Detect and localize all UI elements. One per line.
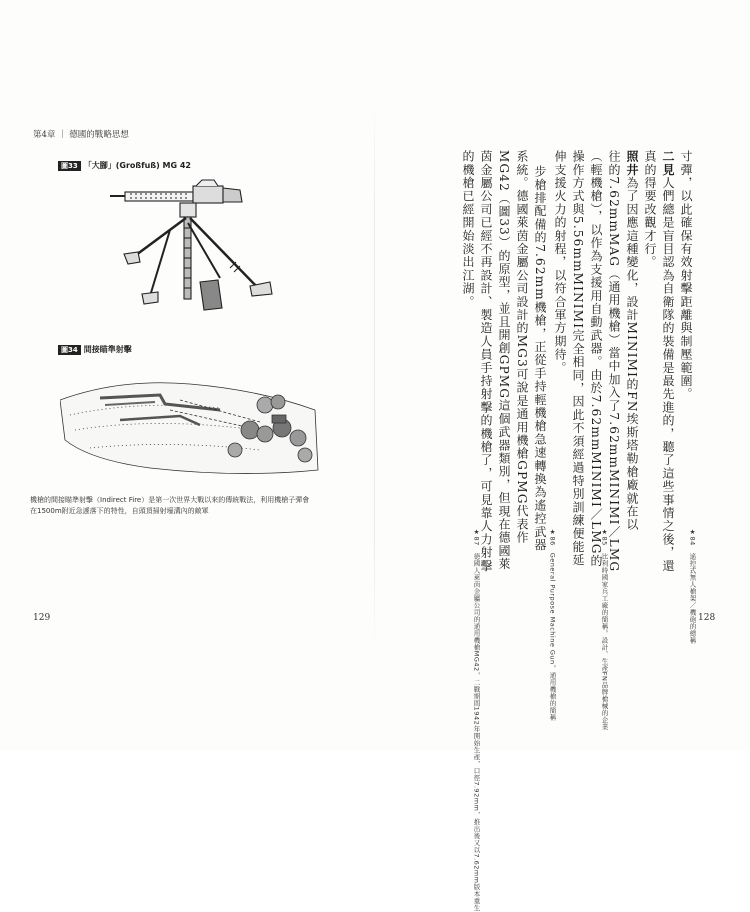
- caption-line: 在1500m附近急遽落下的特性，自頭頂掃射壕溝內的敵軍: [30, 507, 209, 515]
- mg42-illustration: [110, 178, 280, 323]
- speaker-label: 二見: [661, 150, 675, 177]
- text-column: [607, 150, 621, 572]
- column-text: 伸支援火力的射程，以符合軍方期待。: [553, 150, 567, 375]
- figure-34-description: [30, 495, 330, 517]
- column-text: 步槍排配備的7.62mm機槍，正從手持輕機槍急速轉換為遙控武器: [533, 165, 547, 552]
- text-column: [661, 150, 675, 572]
- text-column: [625, 150, 639, 531]
- caption-line: 機槍的間接瞄準射擊（Indirect Fire）是第一次世界大戰以來的傳統戰法，利用機槍子彈會: [30, 496, 310, 504]
- footnote: ★87 德國人萊茵金屬公司的通用機槍MG42，二戰期間1942年開始生產，口徑7.92mm，推出後又以7.62mm版本重生: [472, 528, 481, 912]
- figure-33-number: 圖33: [58, 161, 81, 171]
- text-column: [533, 165, 547, 552]
- machine-gun-drawing: [110, 178, 280, 323]
- column-text: 寸彈，以此確保有效射擊距離與制壓範圍。: [679, 150, 693, 401]
- text-column: [497, 150, 511, 571]
- running-head: 第4章 ｜ 德國的戰略思想: [33, 130, 129, 140]
- text-column: [679, 150, 693, 401]
- column-text: 操作方式與5.56mmMINIMI完全相同，因此不須經過特別訓練便能延: [571, 150, 585, 567]
- column-text: 系統。德國萊茵金屬公司設計的MG3可說是通用機槍GPMG代表作: [515, 150, 529, 545]
- column-text: 為了因應這種變化，設計MINIMI的FN埃斯塔勒槍廠就在以: [625, 176, 639, 532]
- column-text: （輕機槍），以作為支援用自動武器。由於7.62mmMINIMI／LMG的: [589, 150, 603, 568]
- text-column: [553, 150, 567, 374]
- footnote: ★84 遙控式無人槍架／機砲的總稱: [688, 528, 697, 644]
- column-text: 茵金屬公司已經不再設計、製造人員手持射擊的機槍了，可見靠人力射擊: [479, 150, 493, 573]
- footnote: ★85 比利時國家兵工廠的簡稱。設計、生產FN品牌槍械的企業: [600, 528, 609, 731]
- column-text: 的機槍已經開始淡出江湖。: [461, 150, 475, 309]
- indirect-fire-illustration: [60, 370, 325, 485]
- column-text: 真的得要改觀才行。: [643, 150, 657, 269]
- column-text: 人們總是盲目認為自衛隊的裝備是最先進的，聽了這些事情之後，還: [661, 176, 675, 573]
- gutter-divider: [374, 95, 375, 655]
- column-text: 往的7.62mmMAG（通用機槍）當中加入了7.62mmMINIMI／LMG: [607, 150, 621, 573]
- text-column: [643, 150, 657, 269]
- speaker-label: 照井: [625, 150, 639, 177]
- text-column: [571, 150, 585, 567]
- figure-33-title: 「大腳」(Großfuß) MG 42: [83, 161, 191, 170]
- text-column: [461, 150, 475, 308]
- figure-34-title: 間接瞄準射擊: [83, 345, 132, 354]
- figure-34-number: 圖34: [58, 345, 81, 355]
- figure-33-caption: [58, 161, 191, 171]
- text-column: [479, 150, 493, 572]
- figure-34-caption: [58, 345, 132, 355]
- page-number-right: 128: [698, 613, 716, 623]
- footnote: ★86 General Purpose Machine Gun。通用機槍的簡稱: [548, 528, 557, 721]
- page-number-left: 129: [33, 613, 51, 623]
- trench-landscape-drawing: [60, 370, 325, 485]
- text-column: [515, 150, 529, 544]
- text-column: [589, 150, 603, 568]
- column-text: MG42（圖33）的原型，並且開創GPMG這個武器類別，但現在德國萊: [497, 150, 511, 571]
